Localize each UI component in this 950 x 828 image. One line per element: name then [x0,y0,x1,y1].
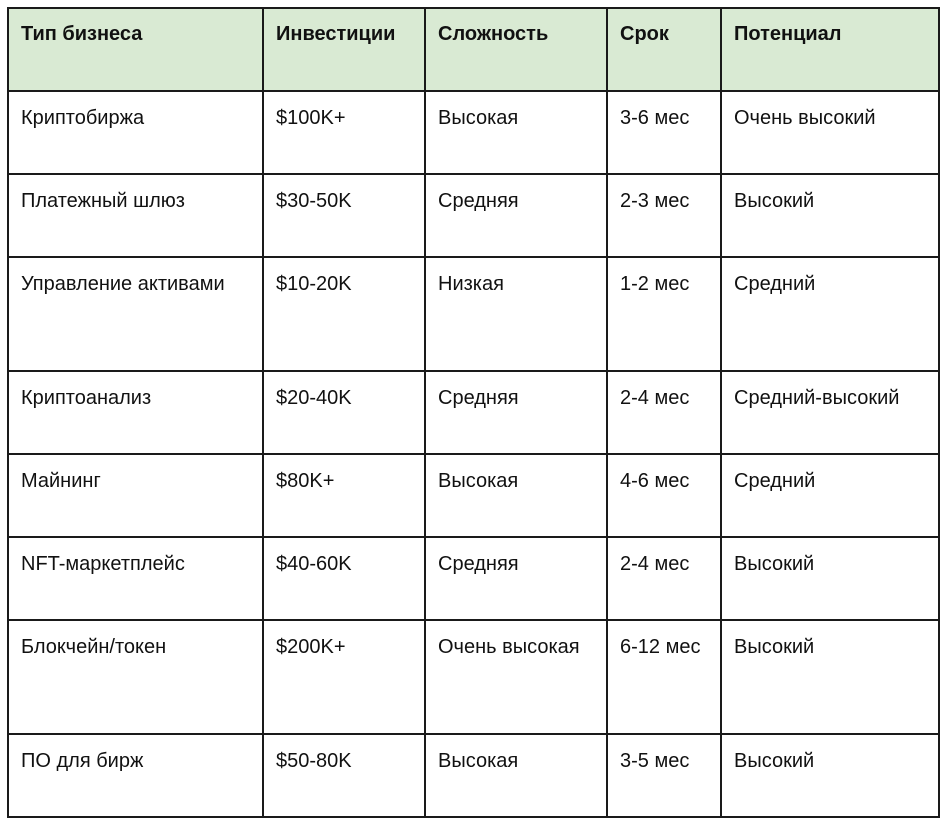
cell-complexity: Высокая [425,734,607,817]
cell-investment: $20-40K [263,371,425,454]
cell-complexity: Средняя [425,371,607,454]
cell-potential: Средний [721,257,939,371]
table-row [8,91,939,174]
cell-complexity: Очень высокая [425,620,607,734]
cell-term: 1-2 мес [607,257,721,371]
cell-potential: Очень высокий [721,91,939,174]
cell-business-type: Криптобиржа [8,91,263,174]
cell-potential: Средний [721,454,939,537]
cell-investment: $10-20K [263,257,425,371]
cell-business-type: NFT-маркетплейс [8,537,263,620]
table-row [8,620,939,734]
cell-business-type: Майнинг [8,454,263,537]
cell-term: 3-6 мес [607,91,721,174]
table-row [8,454,939,537]
header-complexity: Сложность [425,8,607,91]
cell-investment: $200K+ [263,620,425,734]
cell-potential: Высокий [721,537,939,620]
table-row [8,537,939,620]
cell-potential: Высокий [721,620,939,734]
cell-complexity: Средняя [425,174,607,257]
cell-term: 2-4 мес [607,537,721,620]
table-row [8,371,939,454]
table-row [8,734,939,817]
cell-complexity: Высокая [425,454,607,537]
cell-term: 6-12 мес [607,620,721,734]
cell-potential: Высокий [721,174,939,257]
cell-potential: Средний-высокий [721,371,939,454]
cell-complexity: Средняя [425,537,607,620]
cell-complexity: Низкая [425,257,607,371]
cell-business-type: Платежный шлюз [8,174,263,257]
header-business-type: Тип бизнеса [8,8,263,91]
cell-investment: $80K+ [263,454,425,537]
cell-potential: Высокий [721,734,939,817]
table-header-row [8,8,939,91]
cell-business-type: Блокчейн/токен [8,620,263,734]
cell-investment: $100K+ [263,91,425,174]
table-row [8,174,939,257]
cell-complexity: Высокая [425,91,607,174]
cell-investment: $40-60K [263,537,425,620]
cell-business-type: Управление активами [8,257,263,371]
header-potential: Потенциал [721,8,939,91]
cell-term: 2-3 мес [607,174,721,257]
header-term: Срок [607,8,721,91]
header-investment: Инвестиции [263,8,425,91]
cell-term: 3-5 мес [607,734,721,817]
cell-term: 4-6 мес [607,454,721,537]
table-row [8,257,939,371]
cell-investment: $50-80K [263,734,425,817]
cell-term: 2-4 мес [607,371,721,454]
cell-business-type: Криптоанализ [8,371,263,454]
cell-investment: $30-50K [263,174,425,257]
business-comparison-table [7,7,940,818]
cell-business-type: ПО для бирж [8,734,263,817]
